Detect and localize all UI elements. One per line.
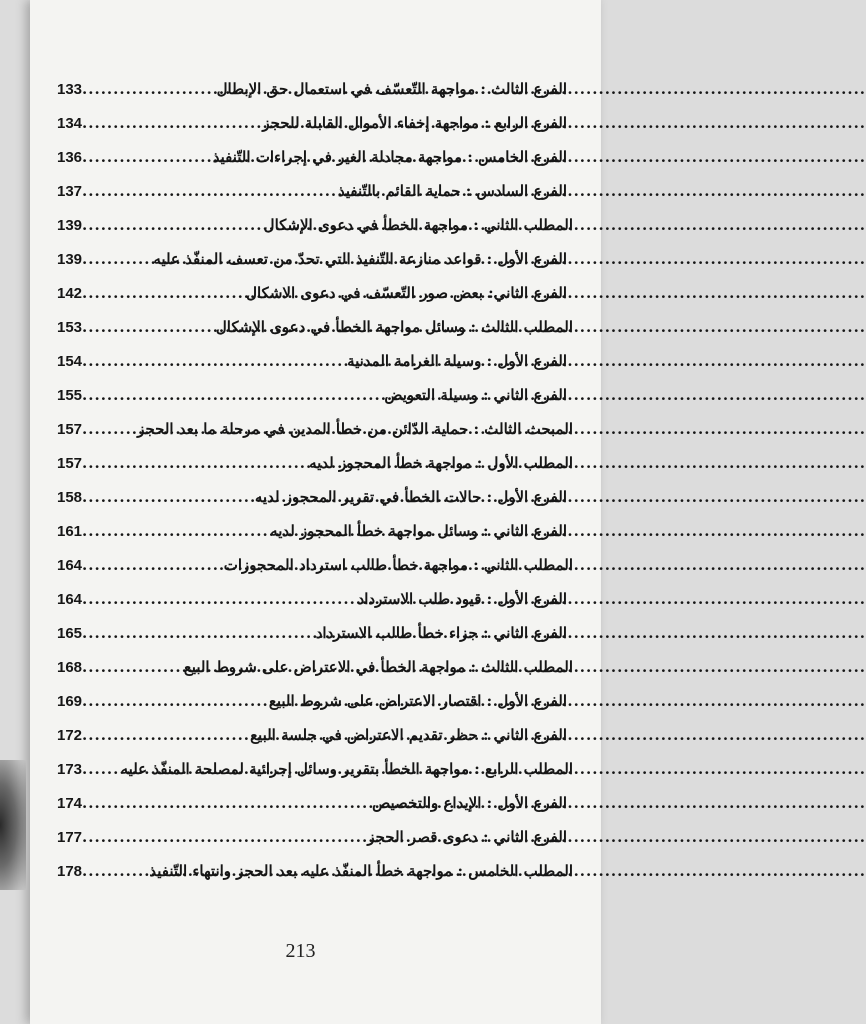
toc-dot-leader xyxy=(82,310,216,344)
toc-entry xyxy=(55,786,573,820)
toc-dot-leader xyxy=(82,854,149,888)
toc-entry-page: 161 xyxy=(57,523,83,540)
toc-entry-title: الفرع الثاني : وسيلة التعويض xyxy=(384,386,567,404)
toc-entry-title: الفرع الرابع : مواجهة إخفاء الأموال القابلة للحجز xyxy=(262,114,567,132)
toc-entry-page: 139 xyxy=(57,251,83,268)
toc-entry xyxy=(55,684,573,718)
toc-entry-page: 154 xyxy=(57,353,83,370)
toc-dot-leader xyxy=(82,718,250,752)
toc-entry xyxy=(55,650,573,684)
toc-dot-leader xyxy=(82,650,184,684)
toc-entry xyxy=(55,514,573,548)
toc-entry xyxy=(55,344,573,378)
toc-entry-page: 134 xyxy=(57,115,83,132)
toc-entry-title: المطلب الأول : مواجهة خطأ المحجوز لديه xyxy=(309,454,573,472)
toc-entry-title: الفرع الأول : قواعد منازعة التّنفيذ التي تحدّ من تعسف المنفّذ عليه xyxy=(153,250,567,268)
toc-entry-page: 169 xyxy=(57,693,83,710)
toc-entry-page: 158 xyxy=(57,489,83,506)
toc-entry-title: المبحث الثالث : حماية الدّائن من خطأ المدين في مرحلة ما بعد الحجز xyxy=(137,420,573,438)
toc-entry-title: المطلب الثالث : مواجهة الخطأ في الاعتراض على شروط البيع xyxy=(183,658,573,676)
toc-entry-title: الفرع الأول : وسيلة الغرامة المدنية xyxy=(347,352,567,370)
toc-entry-title: الفرع الثاني: بعض صور التّعسّف في دعوى الاشكال xyxy=(246,284,567,302)
toc-dot-leader xyxy=(82,446,309,480)
toc-entry-title: المطلب الرابع : مواجهة الخطأ بتقرير وسائل إجرائية لمصلحة المنفّذ عليه xyxy=(120,760,573,778)
toc-entry-page: 153 xyxy=(57,319,83,336)
toc-entry xyxy=(55,72,573,106)
toc-entry-page: 142 xyxy=(57,285,83,302)
toc-dot-leader xyxy=(82,72,217,106)
toc-entry xyxy=(55,582,573,616)
toc-entry xyxy=(55,718,573,752)
toc-entry xyxy=(55,480,573,514)
toc-dot-leader xyxy=(82,684,269,718)
toc-dot-leader xyxy=(82,208,264,242)
toc-entry-title: الفرع الثاني : حظر تقديم الاعتراض في جلسة البيع xyxy=(250,726,567,744)
toc-entry-page: 157 xyxy=(57,421,83,438)
toc-dot-leader xyxy=(82,242,153,276)
toc-dot-leader xyxy=(82,752,121,786)
toc-entry xyxy=(55,242,573,276)
toc-entry-page: 157 xyxy=(57,455,83,472)
toc-entry-title: الفرع الأول : قيود طلب الاسترداد xyxy=(357,590,567,608)
toc-entry-title: المطلب الثالث : وسائل مواجهة الخطأ في دعوى الإشكال xyxy=(215,318,573,336)
toc-dot-leader xyxy=(82,276,246,310)
toc-entry-page: 172 xyxy=(57,727,83,744)
toc-entry xyxy=(55,106,573,140)
toc-entry xyxy=(55,174,573,208)
toc-entry-title: الفرع الثاني : دعوى قصر الحجز xyxy=(367,828,567,846)
toc-dot-leader xyxy=(82,480,255,514)
toc-entry-page: 164 xyxy=(57,591,83,608)
toc-dot-leader xyxy=(82,820,367,854)
toc-dot-leader xyxy=(82,140,213,174)
toc-entry-page: 164 xyxy=(57,557,83,574)
toc-dot-leader xyxy=(82,378,384,412)
toc-dot-leader xyxy=(82,514,270,548)
toc-entry-page: 177 xyxy=(57,829,83,846)
toc-entry-page: 168 xyxy=(57,659,83,676)
toc-entry xyxy=(55,140,573,174)
toc-entry-title: الفرع الأول : الإيداع والتخصيص xyxy=(372,794,567,812)
toc-entry xyxy=(55,310,573,344)
toc-entry-title: الفرع الأول : اقتصار الاعتراض على شروط البيع xyxy=(268,692,567,710)
toc-entry xyxy=(55,616,573,650)
toc-entry-page: 173 xyxy=(57,761,83,778)
table-of-contents xyxy=(55,72,573,888)
toc-entry xyxy=(55,412,573,446)
toc-entry-page: 155 xyxy=(57,387,83,404)
toc-dot-leader xyxy=(82,174,338,208)
toc-entry xyxy=(55,208,573,242)
toc-entry xyxy=(55,378,573,412)
toc-entry-title: الفرع الثاني : وسائل مواجهة خطأ المحجوز لديه xyxy=(270,522,567,540)
toc-entry-page: 133 xyxy=(57,81,83,98)
toc-dot-leader xyxy=(82,548,224,582)
toc-entry xyxy=(55,752,573,786)
toc-entry-title: الفرع الثالث : مواجهة التّعسّف في استعمال حق الإبطال xyxy=(216,80,567,98)
toc-dot-leader xyxy=(82,412,137,446)
page-number: 213 xyxy=(285,940,316,962)
toc-entry-title: المطلب الثاني : مواجهة الخطأ في دعوى الإشكال xyxy=(263,216,573,234)
toc-entry-title: الفرع الخامس : مواجهة مجادلة الغير في إجراءات التّنفيذ xyxy=(212,148,567,166)
toc-entry-page: 178 xyxy=(57,863,83,880)
toc-entry xyxy=(55,276,573,310)
toc-dot-leader xyxy=(82,344,347,378)
toc-dot-leader xyxy=(82,106,262,140)
toc-entry xyxy=(55,548,573,582)
book-binding-shadow xyxy=(0,760,26,890)
toc-entry xyxy=(55,446,573,480)
toc-entry-page: 165 xyxy=(57,625,83,642)
toc-entry-page: 137 xyxy=(57,183,83,200)
toc-entry xyxy=(55,854,573,888)
toc-dot-leader xyxy=(82,582,358,616)
toc-entry-title: المطلب الثاني : مواجهة خطأ طالب استرداد المحجوزات xyxy=(223,556,573,574)
toc-dot-leader xyxy=(82,786,372,820)
toc-dot-leader xyxy=(82,616,316,650)
toc-entry-page: 139 xyxy=(57,217,83,234)
toc-entry-title: المطلب الخامس : مواجهة خطأ المنفّذ عليه بعد الحجز وانتهاء التّنفيذ xyxy=(149,862,573,880)
toc-entry-title: الفرع السادس : حماية القائم بالتّنفيذ xyxy=(337,182,567,200)
toc-entry-title: الفرع الأول : حالات الخطأ في تقرير المحجوز لديه xyxy=(254,488,567,506)
toc-entry xyxy=(55,820,573,854)
toc-entry-page: 174 xyxy=(57,795,83,812)
toc-entry-title: الفرع الثاني : جزاء خطأ طالب الاسترداد xyxy=(315,624,567,642)
toc-entry-page: 136 xyxy=(57,149,83,166)
